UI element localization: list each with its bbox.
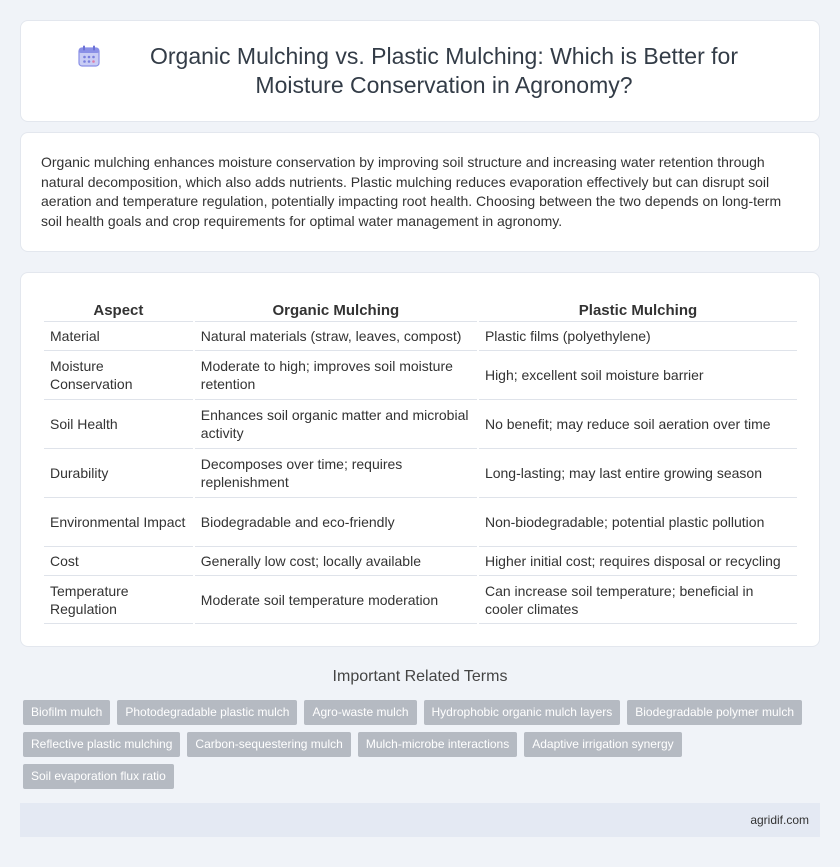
related-term-tag[interactable]: Biofilm mulch xyxy=(23,700,110,725)
table-cell: Non-biodegradable; potential plastic pollution xyxy=(479,497,797,546)
table-cell: Can increase soil temperature; beneficial in cooler climates xyxy=(479,575,797,624)
term-row xyxy=(23,700,823,725)
table-header-row xyxy=(44,295,797,321)
title-row xyxy=(21,21,819,121)
summary-text: Organic mulching enhances moisture conservation by improving soil structure and increasing water retention through natural decomposition, which also adds nutrients. Plastic mulching reduces evaporation effectively but can disrupt soil aeration and temperature regulation, potentially impacting root health. Choosing between the two depends on long-term soil health goals and crop requirements for optimal water management in agronomy. xyxy=(41,154,782,229)
related-term-tag[interactable]: Agro-waste mulch xyxy=(304,700,416,725)
related-term-tag[interactable]: Photodegradable plastic mulch xyxy=(117,700,297,725)
table-row xyxy=(44,448,797,497)
related-term-tag[interactable]: Soil evaporation flux ratio xyxy=(23,764,174,789)
table-cell: Cost xyxy=(44,546,193,575)
table-cell: Plastic films (polyethylene) xyxy=(479,321,797,350)
header-organic: Organic Mulching xyxy=(272,302,400,319)
related-term-tag[interactable]: Reflective plastic mulching xyxy=(23,732,180,757)
page-title: Organic Mulching vs. Plastic Mulching: Which is Better for Moisture Conservation in Agronomy? xyxy=(150,43,738,98)
related-term-tag[interactable]: Biodegradable polymer mulch xyxy=(627,700,802,725)
table-row xyxy=(44,399,797,448)
table-cell: Decomposes over time; requires replenishment xyxy=(195,448,477,497)
title-card xyxy=(20,20,820,122)
header-aspect: Aspect xyxy=(93,302,144,319)
related-term-tag[interactable]: Carbon-sequestering mulch xyxy=(187,732,350,757)
table-cell: Soil Health xyxy=(44,399,193,448)
calendar-icon xyxy=(76,43,102,69)
table-cell: Temperature Regulation xyxy=(44,575,193,624)
table-cell: High; excellent soil moisture barrier xyxy=(479,350,797,399)
header-plastic: Plastic Mulching xyxy=(578,302,698,319)
table-cell: No benefit; may reduce soil aeration over time xyxy=(479,399,797,448)
related-term-tag[interactable]: Adaptive irrigation synergy xyxy=(524,732,681,757)
term-row xyxy=(23,764,823,789)
related-terms-heading: Important Related Terms xyxy=(332,668,508,685)
comparison-table xyxy=(42,295,799,624)
related-term-tag[interactable]: Hydrophobic organic mulch layers xyxy=(424,700,621,725)
term-row xyxy=(23,732,823,757)
table-row xyxy=(44,497,797,546)
related-term-tag[interactable]: Mulch-microbe interactions xyxy=(358,732,517,757)
table-cell: Long-lasting; may last entire growing season xyxy=(479,448,797,497)
table-cell: Environmental Impact xyxy=(44,497,193,546)
related-terms-list xyxy=(23,700,823,796)
summary-card xyxy=(20,132,820,252)
table-cell: Natural materials (straw, leaves, compost) xyxy=(195,321,477,350)
table-row xyxy=(44,350,797,399)
comparison-table-card xyxy=(20,272,820,647)
table-cell: Generally low cost; locally available xyxy=(195,546,477,575)
table-cell: Moderate soil temperature moderation xyxy=(195,575,477,624)
footer-site-link[interactable]: agridif.com xyxy=(750,813,809,827)
table-cell: Durability xyxy=(44,448,193,497)
table-row xyxy=(44,546,797,575)
table-row xyxy=(44,575,797,624)
footer xyxy=(20,803,820,837)
table-cell: Higher initial cost; requires disposal or recycling xyxy=(479,546,797,575)
table-cell: Enhances soil organic matter and microbial activity xyxy=(195,399,477,448)
table-cell: Biodegradable and eco-friendly xyxy=(195,497,477,546)
table-row xyxy=(44,321,797,350)
table-cell: Moderate to high; improves soil moisture retention xyxy=(195,350,477,399)
table-cell: Moisture Conservation xyxy=(44,350,193,399)
table-cell: Material xyxy=(44,321,193,350)
